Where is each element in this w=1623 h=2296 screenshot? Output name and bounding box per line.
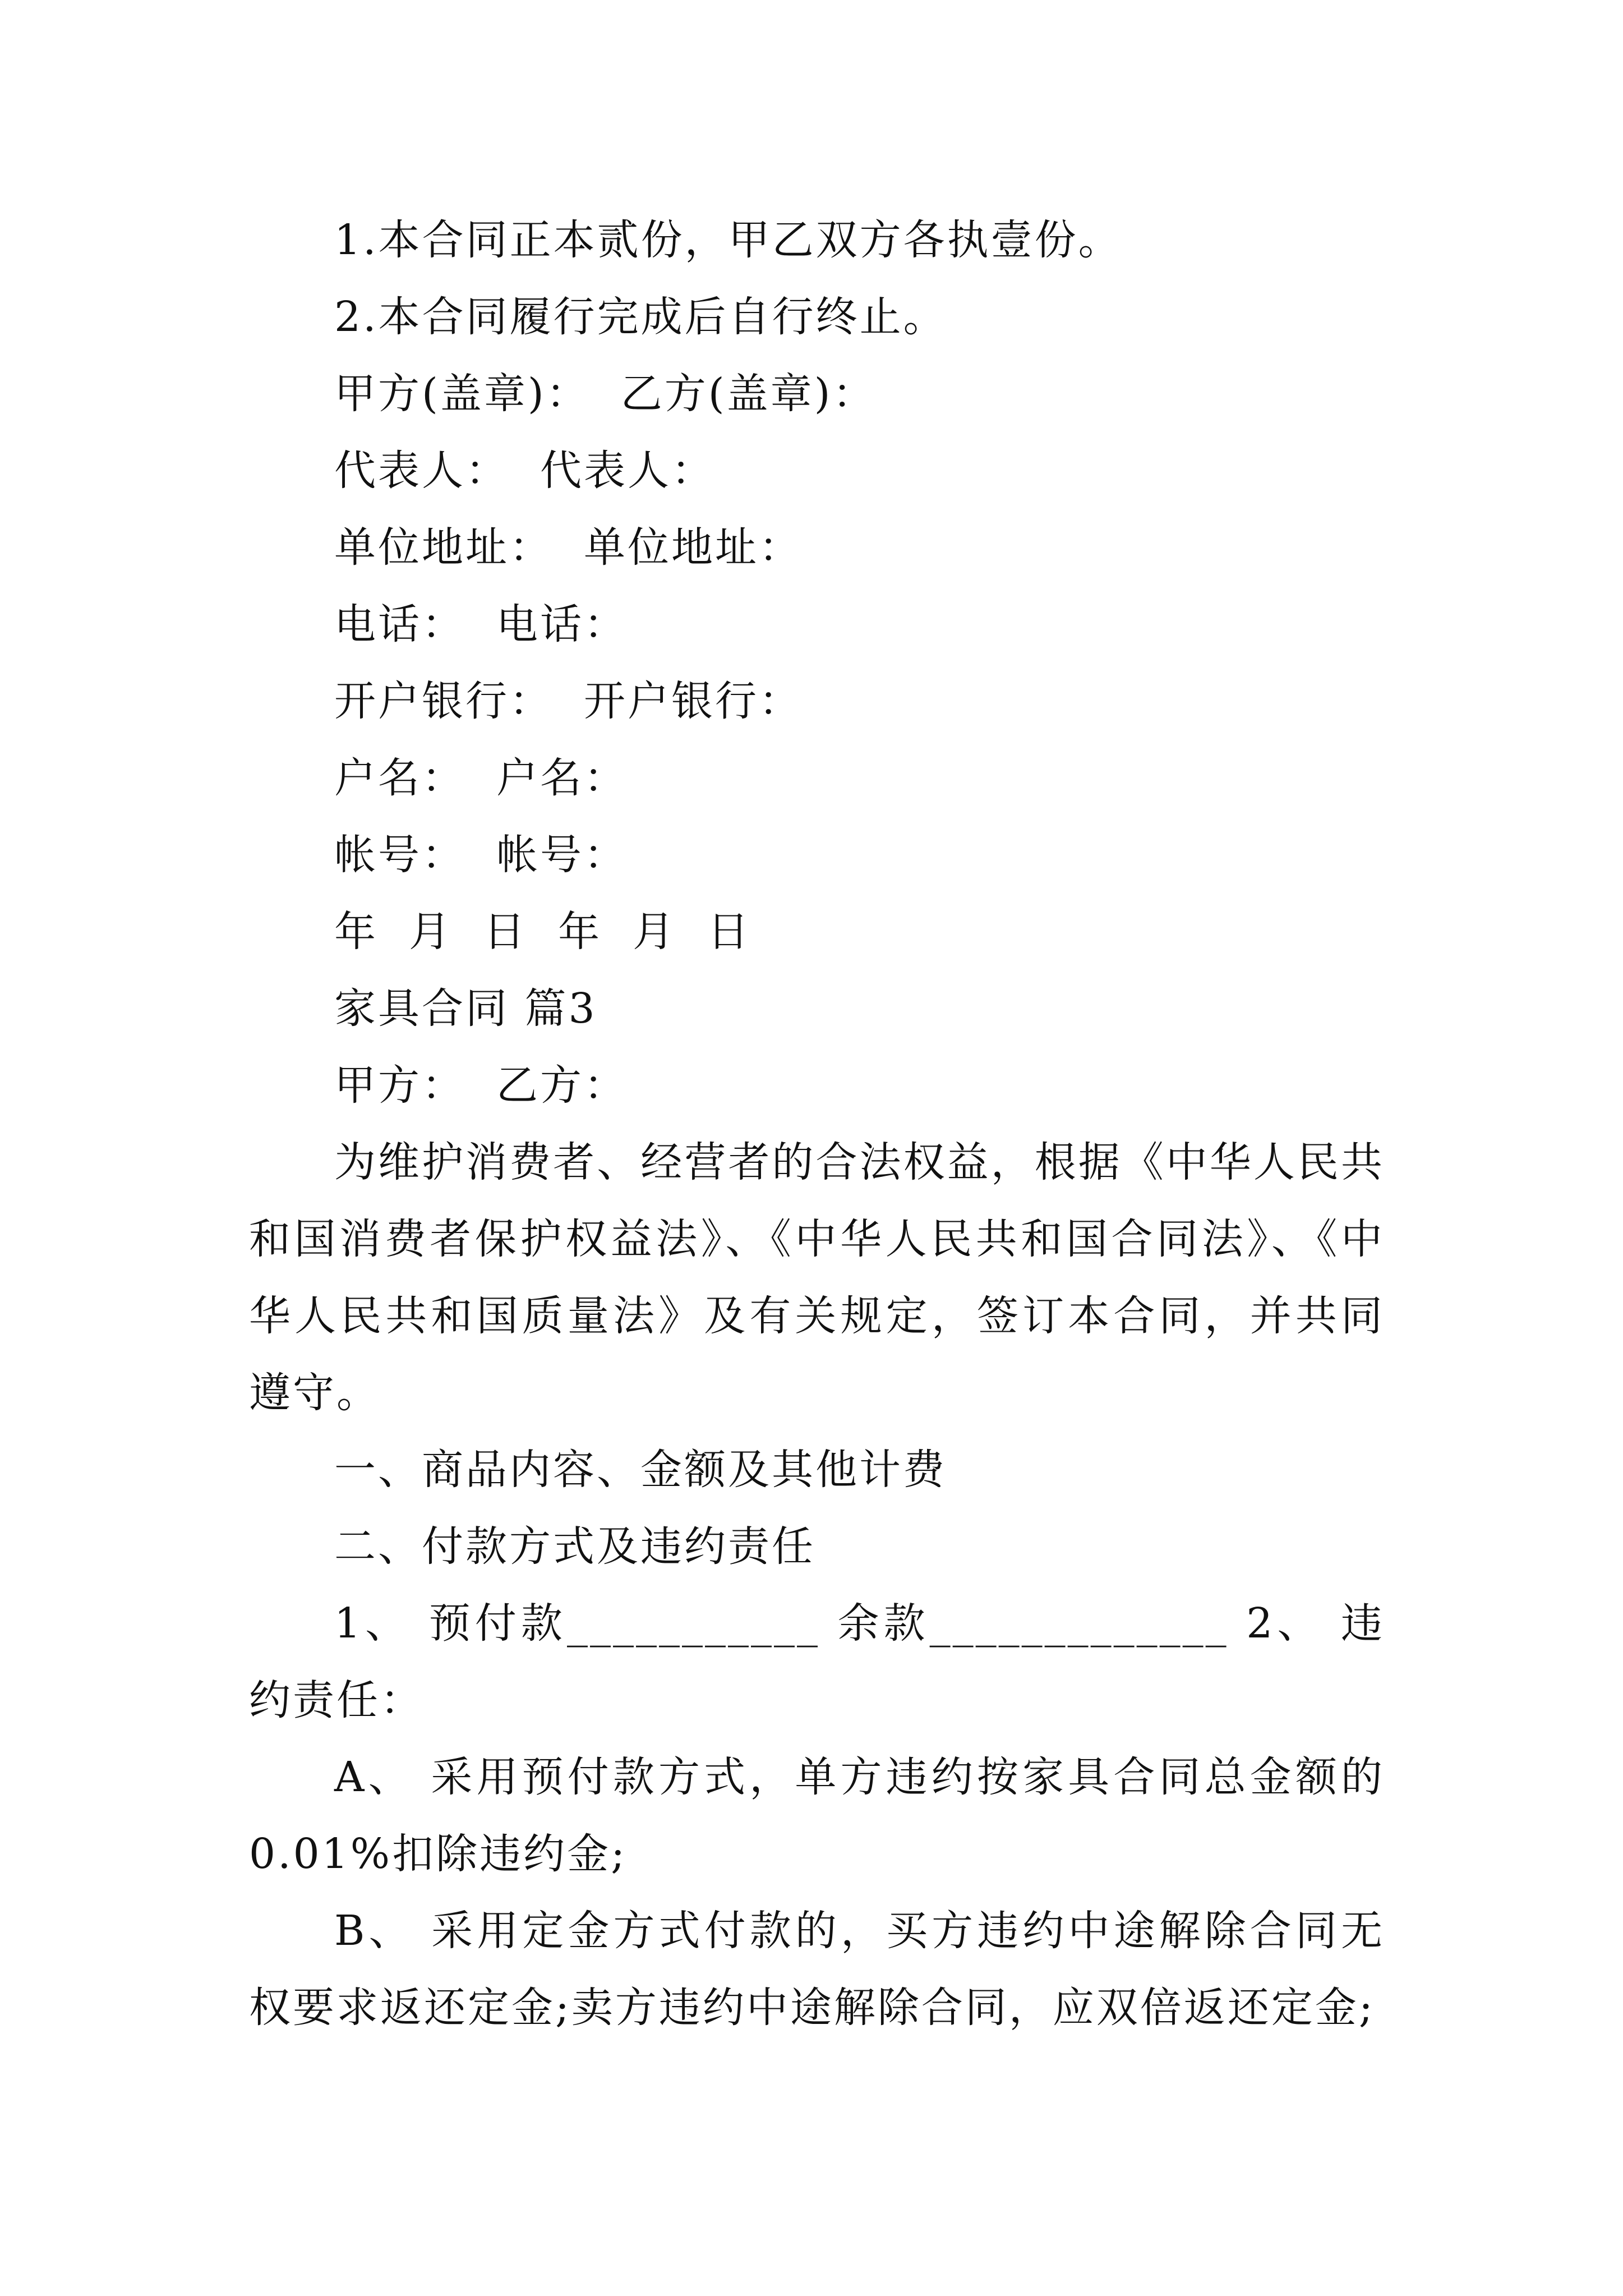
document-body [249,202,1385,2046]
heading-goods: 一、商品内容、金额及其他计费 [334,1446,947,1494]
clause-termination: 2.本合同履行完成后自行终止。 [334,293,947,341]
signature-bank-line: 开户银行： 开户银行： [334,677,803,725]
signature-address-line: 单位地址： 单位地址： [334,523,803,572]
heading-payment: 二、付款方式及违约责任 [334,1522,815,1571]
signature-account-name-line: 户名： 户名： [334,754,628,802]
payment-fields-paragraph: 1、 预付款___________ 余款_____________ 2、 违约责任： [249,1599,1385,1724]
clause-copies: 1.本合同正本贰份，甲乙双方各执壹份。 [334,216,1122,264]
clause-a-paragraph: A、 采用预付款方式，单方违约按家具合同总金额的0.01%扣除违约金; [249,1753,1385,1878]
preamble-paragraph: 为维护消费者、经营者的合法权益，根据《中华人民共和国消费者保护权益法》、《中华人民共和国合同法》、《中华人民共和国质量法》及有关规定，签订本合同，并共同遵守。 [249,1138,1385,1417]
parties-line: 甲方： 乙方： [334,1061,628,1110]
signature-account-number-line: 帐号： 帐号： [334,831,628,879]
signature-representative-line: 代表人： 代表人： [334,447,716,495]
signature-phone-line: 电话： 电话： [334,600,628,648]
clause-b-paragraph: B、 采用定金方式付款的，买方违约中途解除合同无权要求返还定金;卖方违约中途解除合同，应双倍返还定金; [249,1907,1385,2032]
signature-date-line: 年 月 日 年 月 日 [334,908,751,956]
section-title: 家具合同 篇3 [334,984,597,1033]
signature-seal-line: 甲方(盖章)： 乙方(盖章)： [334,370,877,418]
